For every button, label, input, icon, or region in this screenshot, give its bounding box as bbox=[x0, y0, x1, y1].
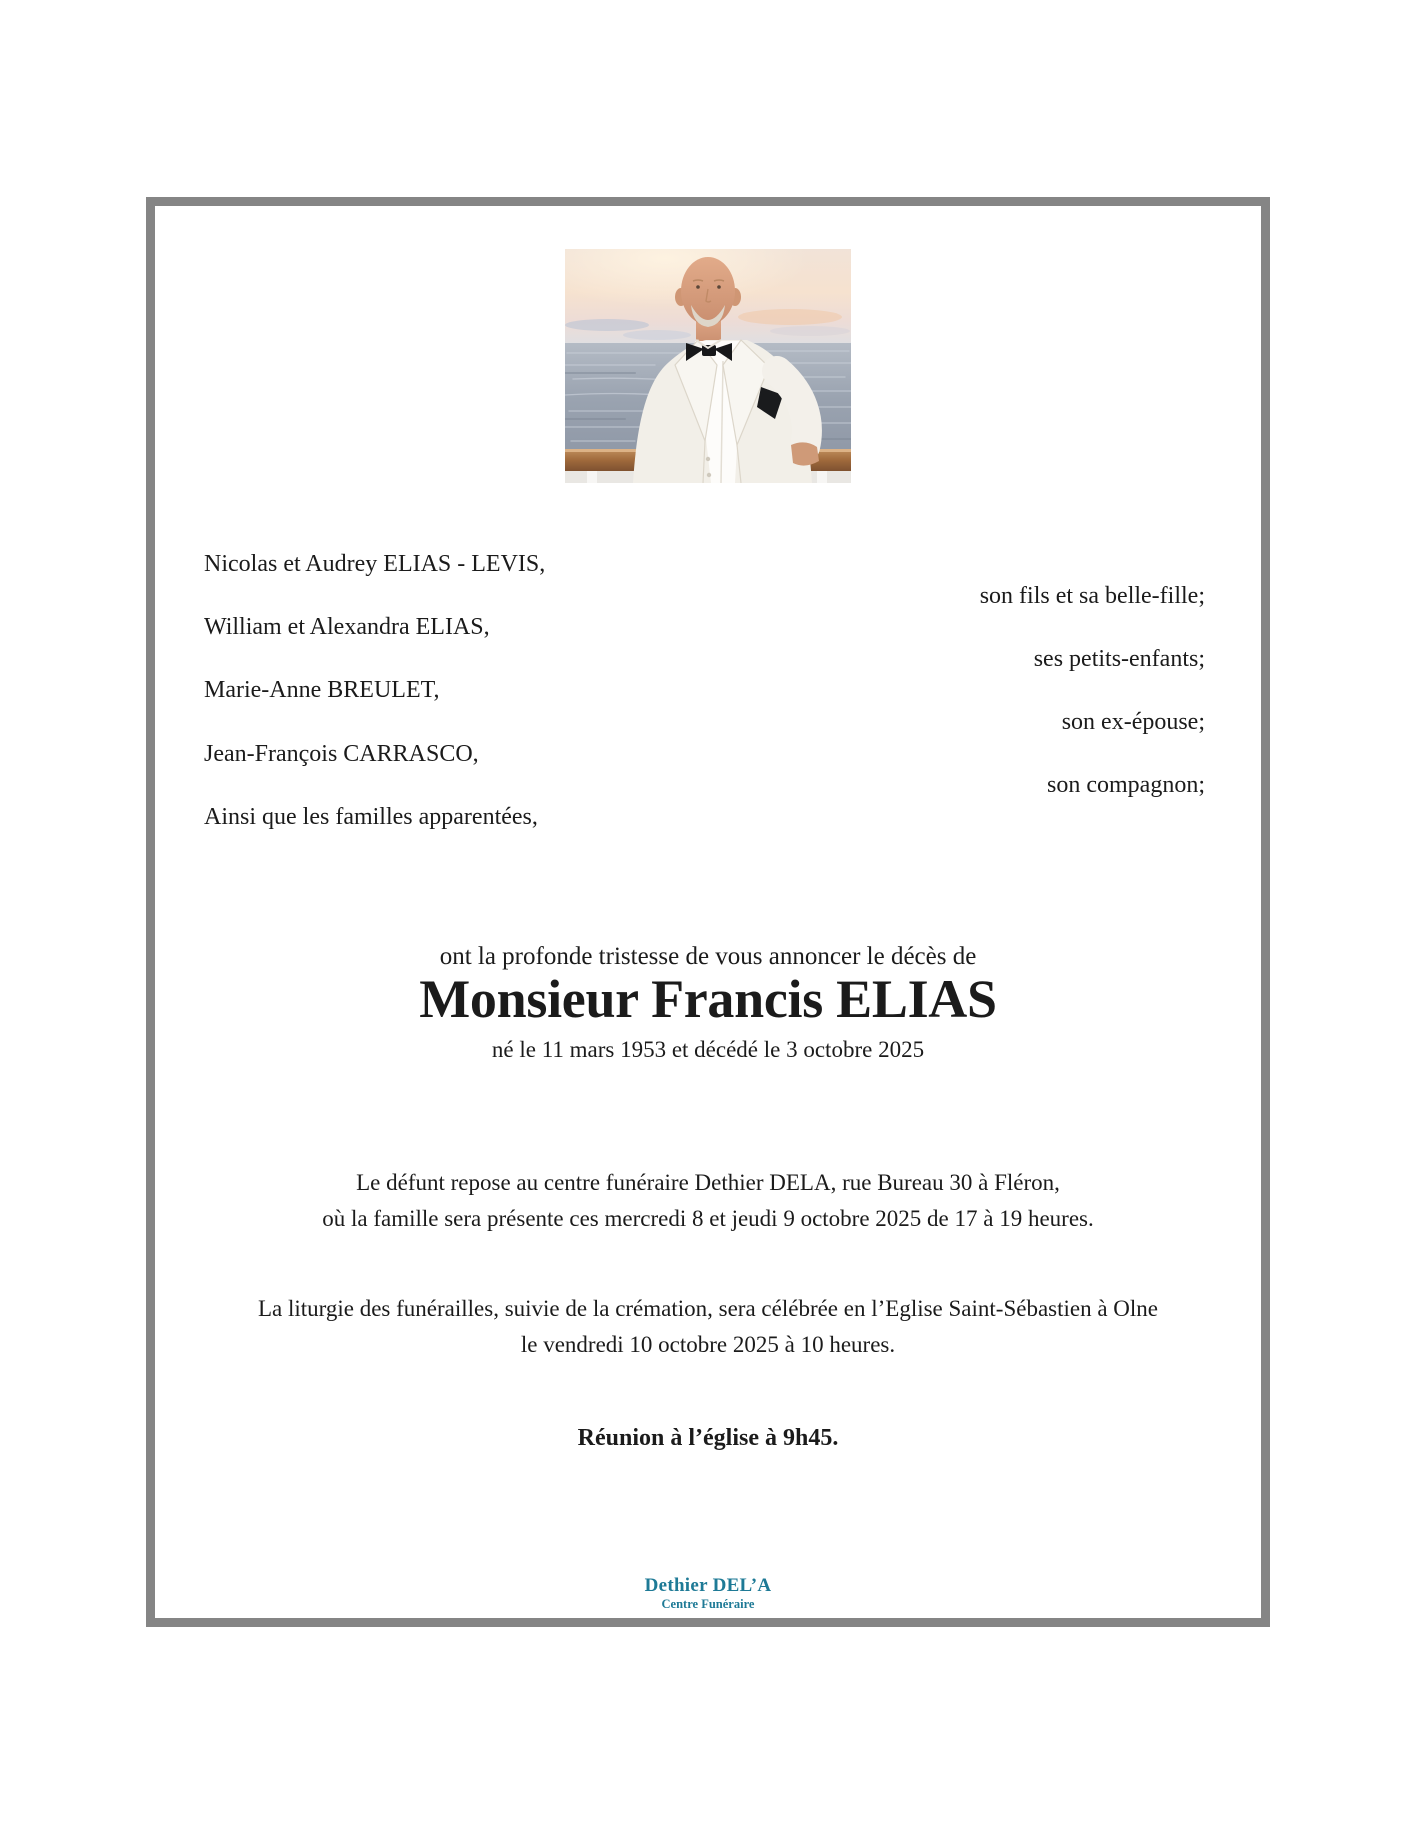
family-relation: ses petits-enfants; bbox=[1033, 645, 1205, 672]
announcement-intro: ont la profonde tristesse de vous annoncer le décès de bbox=[439, 943, 977, 971]
visitation-info bbox=[155, 1165, 1261, 1237]
logo-name: Dethier DEL’A bbox=[644, 1575, 772, 1596]
family-name: William et Alexandra ELIAS, bbox=[204, 614, 490, 641]
family-name: Marie-Anne BREULET, bbox=[204, 677, 440, 704]
visitation-line-2: où la famille sera présente ces mercredi 8 et jeudi 9 octobre 2025 de 17 à 19 heures. bbox=[322, 1206, 1094, 1232]
ceremony-line-2: le vendredi 10 octobre 2025 à 10 heures. bbox=[520, 1332, 896, 1358]
deceased-name: Monsieur Francis ELIAS bbox=[419, 969, 997, 1030]
family-relation: son compagnon; bbox=[1047, 772, 1205, 799]
family-relation: son fils et sa belle-fille; bbox=[979, 582, 1205, 609]
page-frame bbox=[146, 197, 1270, 1627]
portrait-photo bbox=[565, 249, 851, 483]
ceremony-info bbox=[155, 1291, 1261, 1363]
visitation-line-1: Le défunt repose au centre funéraire Dethier DELA, rue Bureau 30 à Fléron, bbox=[356, 1170, 1060, 1196]
family-name: Ainsi que les familles apparentées, bbox=[204, 803, 538, 830]
birth-death-dates: né le 11 mars 1953 et décédé le 3 octobre 2025 bbox=[491, 1037, 925, 1063]
logo-subtitle: Centre Funéraire bbox=[661, 1597, 755, 1611]
family-name: Jean-François CARRASCO, bbox=[204, 740, 479, 767]
family-relation: son ex-épouse; bbox=[1061, 708, 1205, 735]
meeting-info: Réunion à l’église à 9h45. bbox=[577, 1425, 839, 1452]
ceremony-line-1: La liturgie des funérailles, suivie de la crémation, sera célébrée en l’Eglise Saint-Sébastien à Olne bbox=[257, 1296, 1159, 1322]
family-name: Nicolas et Audrey ELIAS - LEVIS, bbox=[204, 551, 546, 577]
funeral-home-logo bbox=[155, 1575, 1261, 1611]
family-section bbox=[155, 549, 1261, 833]
